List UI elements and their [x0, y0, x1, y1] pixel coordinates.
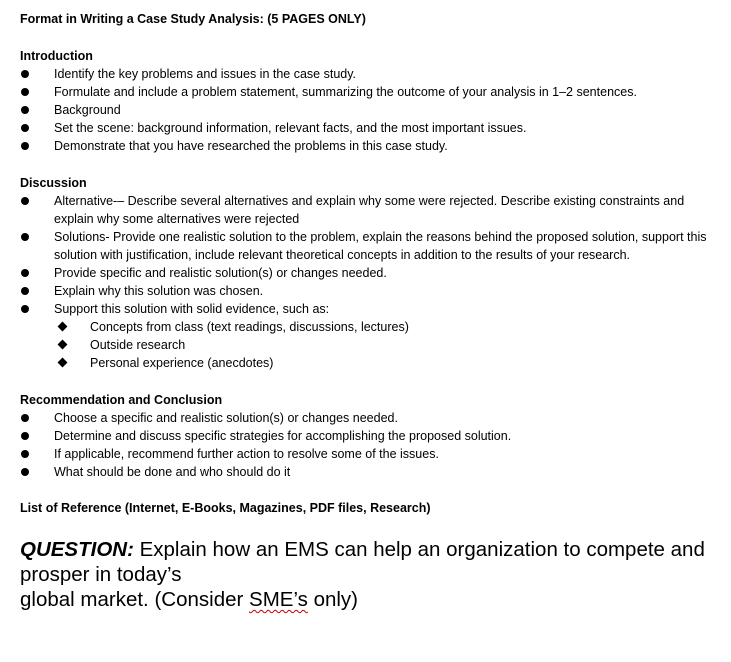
introduction-heading: Introduction — [20, 49, 93, 63]
discussion-heading: Discussion — [20, 176, 87, 190]
list-item: Formulate and include a problem statement, summarizing the outcome of your analysis in 1–2 sentences. — [20, 83, 720, 101]
question-block — [20, 537, 710, 612]
bullet-icon — [21, 305, 29, 313]
bullet-icon — [21, 70, 29, 78]
discussion-list — [20, 192, 720, 318]
bullet-icon — [21, 414, 29, 422]
bullet-icon — [21, 106, 29, 114]
question-text-line2-end: only) — [307, 588, 359, 611]
document-page — [20, 8, 720, 612]
bullet-icon — [21, 88, 29, 96]
bullet-icon — [21, 142, 29, 150]
spacer — [20, 372, 720, 391]
list-item: Explain why this solution was chosen. — [20, 282, 720, 300]
list-item: Set the scene: background information, relevant facts, and the most important issues. — [20, 119, 720, 137]
list-item: What should be done and who should do it — [20, 463, 720, 481]
sub-list-item: Outside research — [20, 336, 720, 354]
list-item: If applicable, recommend further action to resolve some of the issues. — [20, 445, 720, 463]
list-item: Alternative-– Describe several alternatives and explain why some were rejected. Describe existing constraints and explain why some alternatives were rejected — [20, 192, 720, 228]
bullet-icon — [21, 197, 29, 205]
sub-list-item: Personal experience (anecdotes) — [20, 354, 720, 372]
list-item: Background — [20, 101, 720, 119]
references-line: List of Reference (Internet, E-Books, Magazines, PDF files, Research) — [20, 501, 431, 515]
list-item: Provide specific and realistic solution(s) or changes needed. — [20, 264, 720, 282]
list-item: Demonstrate that you have researched the problems in this case study. — [20, 137, 720, 155]
bullet-icon — [21, 450, 29, 458]
recommendation-heading: Recommendation and Conclusion — [20, 393, 223, 407]
recommendation-list — [20, 409, 720, 481]
spacer — [20, 28, 720, 47]
question-text-line2: global market. (Consider — [20, 588, 250, 611]
diamond-bullet-icon — [58, 358, 68, 368]
list-item: Choose a specific and realistic solution(s) or changes needed. — [20, 409, 720, 427]
spellcheck-flagged-word: SME’s — [249, 588, 308, 611]
spacer — [20, 155, 720, 174]
list-item: Solutions- Provide one realistic solution to the problem, explain the reasons behind the proposed solution, support this solution with justification, include relevant theoretical concepts in addition to the results of your research. — [20, 228, 720, 264]
list-item: Support this solution with solid evidence, such as: — [20, 300, 720, 318]
bullet-icon — [21, 233, 29, 241]
bullet-icon — [21, 468, 29, 476]
bullet-icon — [21, 124, 29, 132]
diamond-bullet-icon — [58, 340, 68, 350]
list-item: Identify the key problems and issues in the case study. — [20, 65, 720, 83]
question-label: QUESTION: — [20, 538, 134, 561]
introduction-list — [20, 65, 720, 155]
document-title: Format in Writing a Case Study Analysis: (5 PAGES ONLY) — [20, 12, 366, 26]
bullet-icon — [21, 287, 29, 295]
bullet-icon — [21, 432, 29, 440]
diamond-bullet-icon — [58, 322, 68, 332]
sub-list-item: Concepts from class (text readings, discussions, lectures) — [20, 318, 720, 336]
bullet-icon — [21, 269, 29, 277]
question-text-line1: Explain how an EMS can help an organization to compete and prosper in today’s — [20, 538, 705, 586]
evidence-sublist — [20, 318, 720, 372]
list-item: Determine and discuss specific strategies for accomplishing the proposed solution. — [20, 427, 720, 445]
